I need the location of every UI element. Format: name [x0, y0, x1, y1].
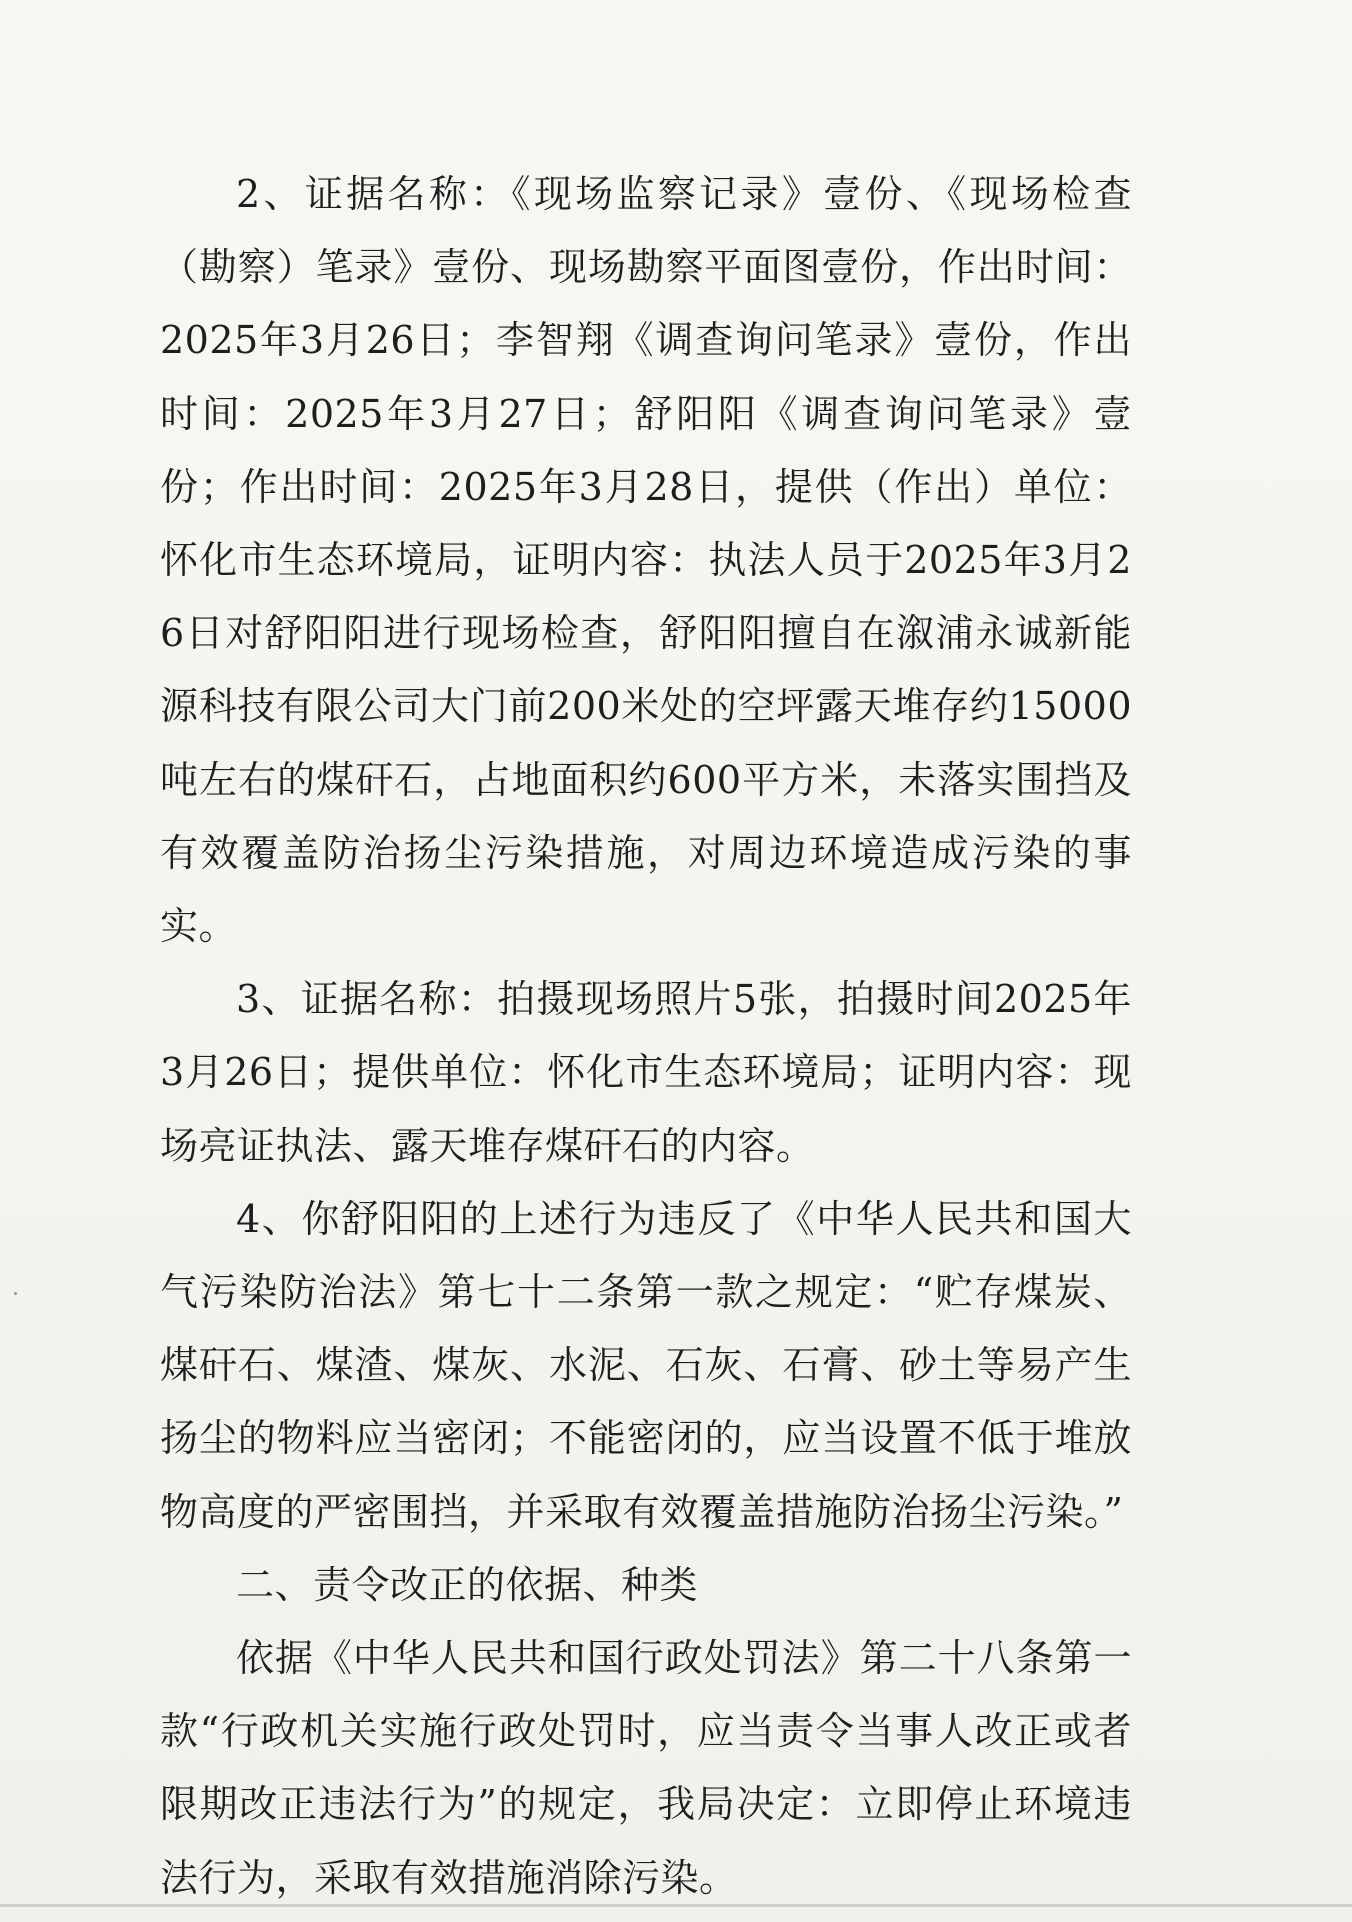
evidence-paragraph-4: 4、你舒阳阳的上述行为违反了《中华人民共和国大气污染防治法》第七十二条第一款之规定：“贮存煤炭、煤矸石、煤渣、煤灰、水泥、石灰、石膏、砂土等易产生扬尘的物料应当密闭；不能密闭的，应当设置不低于堆放物高度的严密围挡，并采取有效覆盖措施防治扬尘污染。”: [160, 1196, 1132, 1534]
section-heading-rectification-basis: 二、责令改正的依据、种类: [236, 1562, 699, 1607]
rectification-paragraph: 依据《中华人民共和国行政处罚法》第二十八条第一款“行政机关实施行政处罚时，应当责令当事人改正或者限期改正违法行为”的规定，我局决定：立即停止环境违法行为，采取有效措施消除污染。: [160, 1636, 1132, 1900]
evidence-paragraph-3: 3、证据名称：拍摄现场照片5张，拍摄时间2025年3月26日；提供单位：怀化市生态环境局；证明内容：现场亮证执法、露天堆存煤矸石的内容。: [160, 977, 1132, 1168]
scan-speck: [14, 1292, 17, 1295]
scan-bottom-edge: [0, 1904, 1352, 1907]
evidence-paragraph-2: 2、证据名称：《现场监察记录》壹份、《现场检查（勘察）笔录》壹份、现场勘察平面图壹份，作出时间：2025年3月26日；李智翔《调查询问笔录》壹份，作出时间：2025年3月27日；舒阳阳《调查询问笔录》壹份；作出时间：2025年3月28日，提供（作出）单位：怀化市生态环境局，证明内容：执法人员于2025年3月26日对舒阳阳进行现场检查，舒阳阳擅自在溆浦永诚新能源科技有限公司大门前200米处的空坪露天堆存约15000吨左右的煤矸石，占地面积约600平方米，未落实围挡及有效覆盖防治扬尘污染措施，对周边环境造成污染的事实。: [160, 172, 1132, 949]
document-body: [160, 158, 1132, 1915]
